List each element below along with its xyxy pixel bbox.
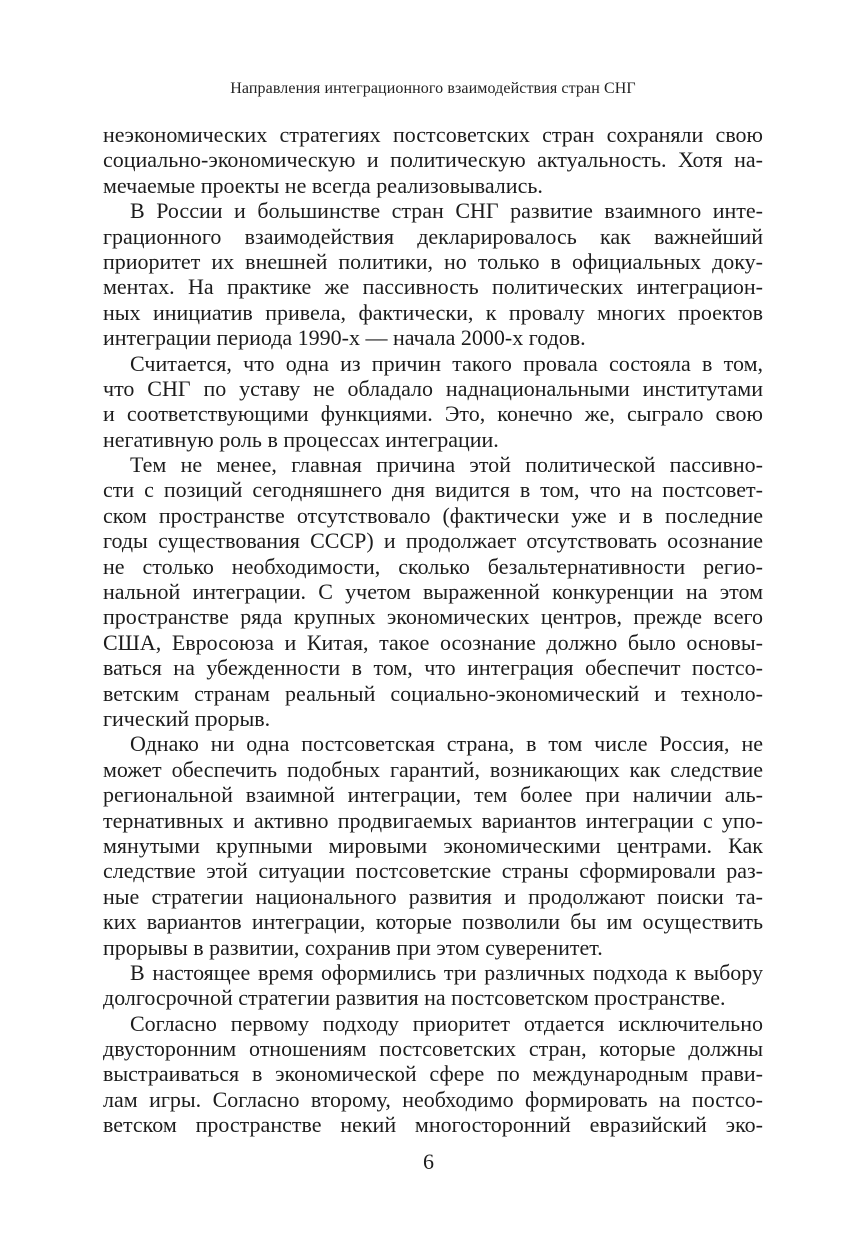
text-line: В настоящее время оформились три различных подхода к выбору <box>130 959 763 985</box>
text-line: и соответствующими функциями. Это, конечно же, сыграло свою <box>103 401 763 427</box>
text-line: мечаемые проекты не всегда реализовывались. <box>103 172 543 198</box>
text-line: ваться на убежденности в том, что интеграция обеспечит постсо- <box>103 655 763 681</box>
text-line: не столько необходимости, сколько безальтернативности регио- <box>103 553 763 579</box>
text-line: годы существования СССР) и продолжает отсутствовать осознание <box>103 528 763 554</box>
page-number: 6 <box>423 1149 434 1174</box>
text-line: ные стратегии национального развития и продолжают поиски та- <box>103 883 763 909</box>
paragraph <box>103 122 763 198</box>
text-line: лам игры. Согласно второму, необходимо формировать на постсо- <box>103 1086 763 1112</box>
paragraph <box>103 960 763 1011</box>
text-line: сти с позиций сегодняшнего дня видится в том, что на постсовет- <box>103 477 763 503</box>
text-line: Тем не менее, главная причина этой политической пассивно- <box>130 452 763 478</box>
paragraph <box>103 452 763 731</box>
text-line: ветском пространстве некий многосторонний евразийский эко- <box>103 1112 763 1138</box>
paragraph <box>103 1011 763 1138</box>
text-line: тернативных и активно продвигаемых вариантов интеграции с упо- <box>103 807 763 833</box>
text-line: прорывы в развитии, сохранив при этом суверенитет. <box>103 934 603 960</box>
text-line: выстраиваться в экономической сфере по международным прави- <box>103 1061 763 1087</box>
text-line: двусторонним отношениям постсоветских стран, которые должны <box>103 1036 763 1062</box>
text-line: социально-экономическую и политическую актуальность. Хотя на- <box>103 147 763 173</box>
paragraph <box>103 198 763 350</box>
text-line: ких вариантов интеграции, которые позволили бы им осуществить <box>103 909 763 935</box>
text-line: что СНГ по уставу не обладало наднациональными институтами <box>103 375 763 401</box>
running-header: Направления интеграционного взаимодействия стран СНГ <box>230 80 636 97</box>
text-line: США, Евросоюза и Китая, такое осознание должно было основы- <box>103 629 763 655</box>
text-line: нальной интеграции. С учетом выраженной конкуренции на этом <box>103 579 763 605</box>
text-line: В России и большинстве стран СНГ развитие взаимного инте- <box>130 198 763 224</box>
paragraph <box>103 731 763 960</box>
text-line: ментах. На практике же пассивность политических интеграцион- <box>103 274 763 300</box>
text-line: пространстве ряда крупных экономических центров, прежде всего <box>103 604 763 630</box>
text-line: долгосрочной стратегии развития на постсоветском пространстве. <box>103 985 726 1011</box>
text-line: Однако ни одна постсоветская страна, в том числе Россия, не <box>130 731 763 757</box>
body-text <box>103 122 763 1138</box>
text-line: ных инициатив привела, фактически, к провалу многих проектов <box>103 299 763 325</box>
text-line: негативную роль в процессах интеграции. <box>103 426 499 452</box>
text-line: Считается, что одна из причин такого провала состояла в том, <box>130 350 763 376</box>
text-line: приоритет их внешней политики, но только в официальных доку- <box>103 248 763 274</box>
text-line: Согласно первому подходу приоритет отдается исключительно <box>130 1010 763 1036</box>
text-line: следствие этой ситуации постсоветские страны сформировали раз- <box>103 858 763 884</box>
text-line: интеграции периода 1990-х — начала 2000-х годов. <box>103 325 586 351</box>
text-line: неэкономических стратегиях постсоветских стран сохраняли свою <box>103 122 763 147</box>
paragraph <box>103 351 763 453</box>
text-line: ском пространстве отсутствовало (фактически уже и в последние <box>103 502 763 528</box>
text-line: ветским странам реальный социально-экономический и техноло- <box>103 680 763 706</box>
text-line: мянутыми крупными мировыми экономическими центрами. Как <box>103 832 763 858</box>
text-line: может обеспечить подобных гарантий, возникающих как следствие <box>103 756 763 782</box>
text-line: гический прорыв. <box>103 705 271 731</box>
text-line: региональной взаимной интеграции, тем более при наличии аль- <box>103 782 763 808</box>
text-line: грационного взаимодействия декларировалось как важнейший <box>103 223 763 249</box>
